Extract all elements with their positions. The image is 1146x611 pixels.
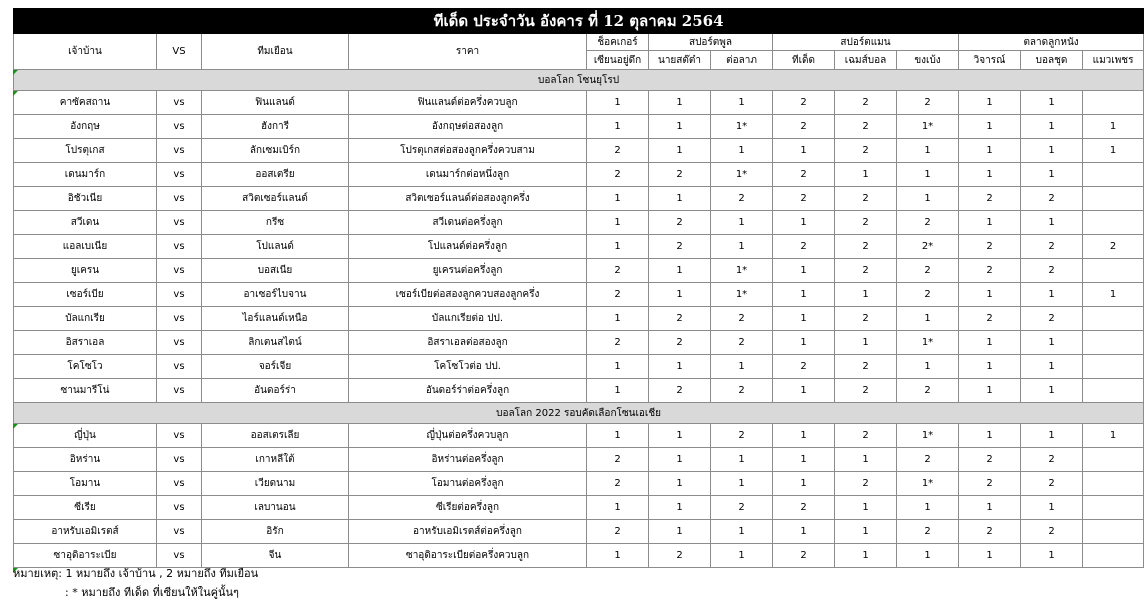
- pick-cell: 2: [1021, 472, 1083, 496]
- pick-cell: 1: [959, 283, 1021, 307]
- pick-cell: 1: [1021, 355, 1083, 379]
- pick-cell: 2: [835, 139, 897, 163]
- section-row: [14, 403, 1144, 424]
- home-team-cell: บัลแกเรีย: [14, 307, 157, 331]
- away-team-cell: ฮังการี: [202, 115, 349, 139]
- pick-cell: 1: [649, 472, 711, 496]
- pick-cell: 2: [1021, 448, 1083, 472]
- match-row: [14, 211, 1144, 235]
- vs-cell: vs: [157, 163, 202, 187]
- price-cell: อังกฤษต่อสองลูก: [349, 115, 587, 139]
- pick-cell: 2*: [897, 235, 959, 259]
- pick-cell: 2: [959, 520, 1021, 544]
- pick-cell: 2: [897, 379, 959, 403]
- pick-cell: 1: [649, 520, 711, 544]
- home-team-cell: ซานมารีโน่: [14, 379, 157, 403]
- match-row: [14, 448, 1144, 472]
- pick-cell: 1: [835, 496, 897, 520]
- pick-cell: 2: [835, 259, 897, 283]
- pick-cell: 2: [1021, 520, 1083, 544]
- pick-cell: 1: [1021, 163, 1083, 187]
- pick-cell: 2: [587, 472, 649, 496]
- pick-cell: 1: [1021, 544, 1083, 568]
- header-tipster: บอลชุด: [1021, 51, 1083, 70]
- pick-cell: 1: [773, 139, 835, 163]
- pick-cell: 2: [649, 163, 711, 187]
- pick-cell: 1: [587, 91, 649, 115]
- pick-cell: 1: [959, 331, 1021, 355]
- pick-cell: 1: [1021, 424, 1083, 448]
- away-team-cell: สวิตเซอร์แลนด์: [202, 187, 349, 211]
- match-row: [14, 379, 1144, 403]
- pick-cell: 1: [649, 496, 711, 520]
- away-team-cell: กรีซ: [202, 211, 349, 235]
- vs-cell: vs: [157, 496, 202, 520]
- section-title: บอลโลก โซนยุโรป: [14, 70, 1144, 91]
- pick-cell: [1083, 163, 1144, 187]
- match-row: [14, 283, 1144, 307]
- pick-cell: 1: [649, 283, 711, 307]
- pick-cell: 2: [1021, 307, 1083, 331]
- match-row: [14, 235, 1144, 259]
- header-tipster: ทีเด็ด: [773, 51, 835, 70]
- pick-cell: 2: [649, 211, 711, 235]
- pick-cell: 2: [587, 139, 649, 163]
- pick-cell: 1: [587, 424, 649, 448]
- vs-cell: vs: [157, 211, 202, 235]
- price-cell: อิสราเอลต่อสองลูก: [349, 331, 587, 355]
- pick-cell: 1: [897, 139, 959, 163]
- pick-cell: 1: [773, 472, 835, 496]
- pick-cell: 2: [773, 91, 835, 115]
- vs-cell: vs: [157, 139, 202, 163]
- pick-cell: 1: [773, 259, 835, 283]
- vs-cell: vs: [157, 115, 202, 139]
- pick-cell: [1083, 448, 1144, 472]
- pick-cell: 2: [959, 448, 1021, 472]
- home-team-cell: โคโซโว: [14, 355, 157, 379]
- match-row: [14, 496, 1144, 520]
- pick-cell: [1083, 472, 1144, 496]
- pick-cell: 1: [711, 139, 773, 163]
- pick-cell: 2: [773, 187, 835, 211]
- pick-cell: 1: [959, 424, 1021, 448]
- header-group-sportman: สปอร์ตแมน: [773, 34, 959, 51]
- pick-cell: 1: [711, 448, 773, 472]
- pick-cell: 1: [649, 355, 711, 379]
- pick-cell: 1: [959, 355, 1021, 379]
- pick-cell: 1: [587, 544, 649, 568]
- pick-cell: 1: [587, 379, 649, 403]
- pick-cell: 2: [773, 163, 835, 187]
- pick-cell: 1: [711, 211, 773, 235]
- header-tipster: นายสต๊ต๋า: [649, 51, 711, 70]
- header-home: เจ้าบ้าน: [14, 34, 157, 70]
- pick-cell: 2: [835, 307, 897, 331]
- pick-cell: [1083, 496, 1144, 520]
- pick-cell: 2: [649, 331, 711, 355]
- pick-cell: 2: [959, 472, 1021, 496]
- header-tipster: เซียนอยู่ดึก: [587, 51, 649, 70]
- pick-cell: 2: [835, 91, 897, 115]
- pick-cell: 1: [1083, 139, 1144, 163]
- predictions-table: [13, 8, 1144, 568]
- price-cell: บัลแกเรียต่อ ปป.: [349, 307, 587, 331]
- header-group-sportpool: สปอร์ตพูล: [649, 34, 773, 51]
- pick-cell: 2: [587, 163, 649, 187]
- home-team-cell: ซาอุดิอาระเบีย: [14, 544, 157, 568]
- away-team-cell: ไอร์แลนด์เหนือ: [202, 307, 349, 331]
- pick-cell: 2: [773, 355, 835, 379]
- vs-cell: vs: [157, 379, 202, 403]
- pick-cell: 2: [649, 544, 711, 568]
- section-row: [14, 70, 1144, 91]
- away-team-cell: เวียดนาม: [202, 472, 349, 496]
- price-cell: อันดอร์ร่าต่อครึ่งลูก: [349, 379, 587, 403]
- pick-cell: 2: [835, 211, 897, 235]
- header-tipster: ต่อลาภ: [711, 51, 773, 70]
- pick-cell: 1: [587, 355, 649, 379]
- pick-cell: 1: [649, 259, 711, 283]
- match-row: [14, 520, 1144, 544]
- pick-cell: 1: [773, 448, 835, 472]
- footnote-star: : * หมายถึง ทีเด็ด ที่เซียนให้ในคู่นั้นๆ: [65, 586, 239, 599]
- away-team-cell: อันดอร์ร่า: [202, 379, 349, 403]
- pick-cell: 1: [773, 424, 835, 448]
- pick-cell: 2: [711, 331, 773, 355]
- pick-cell: 1: [587, 211, 649, 235]
- footnotes: [13, 564, 258, 602]
- pick-cell: 1: [711, 355, 773, 379]
- pick-cell: 2: [897, 520, 959, 544]
- home-team-cell: อาหรับเอมิเรตส์: [14, 520, 157, 544]
- pick-cell: 1*: [897, 331, 959, 355]
- home-team-cell: เซอร์เบีย: [14, 283, 157, 307]
- pick-cell: 1: [649, 187, 711, 211]
- pick-cell: 1: [649, 448, 711, 472]
- vs-cell: vs: [157, 283, 202, 307]
- header-group-shocker: ช็อคเกอร์: [587, 34, 649, 51]
- pick-cell: 1: [711, 235, 773, 259]
- pick-cell: 1*: [711, 163, 773, 187]
- pick-cell: 1: [1021, 91, 1083, 115]
- footnote-legend: หมายเหตุ: 1 หมายถึง เจ้าบ้าน , 2 หมายถึง ทีมเยือน: [13, 567, 259, 580]
- vs-cell: vs: [157, 91, 202, 115]
- away-team-cell: เลบานอน: [202, 496, 349, 520]
- home-team-cell: ซีเรีย: [14, 496, 157, 520]
- section-title: บอลโลก 2022 รอบคัดเลือกโซนเอเชีย: [14, 403, 1144, 424]
- pick-cell: 1: [959, 139, 1021, 163]
- pick-cell: 2: [959, 259, 1021, 283]
- header-vs: VS: [157, 34, 202, 70]
- pick-cell: 1: [649, 139, 711, 163]
- pick-cell: 1: [897, 307, 959, 331]
- pick-cell: 2: [711, 187, 773, 211]
- home-team-cell: อิสราเอล: [14, 331, 157, 355]
- pick-cell: 2: [835, 379, 897, 403]
- vs-cell: vs: [157, 235, 202, 259]
- pick-cell: 1: [959, 115, 1021, 139]
- header-group-talad-looknang: ตลาดลูกหนัง: [959, 34, 1144, 51]
- pick-cell: [1083, 331, 1144, 355]
- pick-cell: 1*: [711, 115, 773, 139]
- pick-cell: 1: [587, 307, 649, 331]
- pick-cell: 2: [587, 448, 649, 472]
- home-team-cell: เดนมาร์ก: [14, 163, 157, 187]
- pick-cell: 1: [1021, 139, 1083, 163]
- pick-cell: 2: [649, 307, 711, 331]
- pick-cell: 1: [711, 544, 773, 568]
- price-cell: ซีเรียต่อครึ่งลูก: [349, 496, 587, 520]
- pick-cell: 1*: [897, 472, 959, 496]
- pick-cell: 1: [1083, 115, 1144, 139]
- vs-cell: vs: [157, 472, 202, 496]
- pick-cell: 2: [649, 379, 711, 403]
- pick-cell: 2: [835, 472, 897, 496]
- price-cell: อิหร่านต่อครึ่งลูก: [349, 448, 587, 472]
- pick-cell: 2: [897, 448, 959, 472]
- match-row: [14, 424, 1144, 448]
- pick-cell: 1: [711, 472, 773, 496]
- pick-cell: 1: [773, 331, 835, 355]
- pick-cell: 2: [1021, 187, 1083, 211]
- home-team-cell: อังกฤษ: [14, 115, 157, 139]
- pick-cell: 1: [587, 115, 649, 139]
- price-cell: เดนมาร์กต่อหนึ่งลูก: [349, 163, 587, 187]
- pick-cell: 2: [959, 235, 1021, 259]
- pick-cell: 1: [1021, 283, 1083, 307]
- vs-cell: vs: [157, 448, 202, 472]
- pick-cell: 1: [711, 520, 773, 544]
- price-cell: โปแลนด์ต่อครึ่งลูก: [349, 235, 587, 259]
- pick-cell: 1: [1021, 211, 1083, 235]
- away-team-cell: โปแลนด์: [202, 235, 349, 259]
- vs-cell: vs: [157, 187, 202, 211]
- pick-cell: 2: [773, 544, 835, 568]
- pick-cell: 1: [649, 424, 711, 448]
- pick-cell: 1: [897, 355, 959, 379]
- pick-cell: 1*: [711, 259, 773, 283]
- pick-cell: [1083, 211, 1144, 235]
- pick-cell: 1: [835, 448, 897, 472]
- pick-cell: [1083, 91, 1144, 115]
- home-team-cell: โปรตุเกส: [14, 139, 157, 163]
- pick-cell: 1: [587, 187, 649, 211]
- pick-cell: 2: [897, 211, 959, 235]
- pick-cell: 1: [587, 496, 649, 520]
- price-cell: สวีเดนต่อครึ่งลูก: [349, 211, 587, 235]
- header-tipster: วิจารณ์: [959, 51, 1021, 70]
- home-team-cell: ญี่ปุ่น: [14, 424, 157, 448]
- pick-cell: 1: [1083, 424, 1144, 448]
- pick-cell: [1083, 355, 1144, 379]
- comment-marker: [13, 91, 18, 96]
- pick-cell: 1: [649, 91, 711, 115]
- pick-cell: 2: [711, 379, 773, 403]
- pick-cell: 1: [1021, 115, 1083, 139]
- pick-cell: [1083, 259, 1144, 283]
- away-team-cell: ลิกเตนสไตน์: [202, 331, 349, 355]
- pick-cell: 1: [1021, 496, 1083, 520]
- price-cell: ฟินแลนด์ต่อครึ่งควบลูก: [349, 91, 587, 115]
- pick-cell: 2: [649, 235, 711, 259]
- away-team-cell: ลักเซมเบิร์ก: [202, 139, 349, 163]
- pick-cell: [1083, 379, 1144, 403]
- pick-cell: [1083, 544, 1144, 568]
- match-row: [14, 307, 1144, 331]
- match-row: [14, 331, 1144, 355]
- price-cell: สวิตเซอร์แลนด์ต่อสองลูกครึ่ง: [349, 187, 587, 211]
- pick-cell: [1083, 520, 1144, 544]
- pick-cell: 2: [711, 424, 773, 448]
- pick-cell: 2: [835, 115, 897, 139]
- pick-cell: 2: [835, 355, 897, 379]
- home-team-cell: ยูเครน: [14, 259, 157, 283]
- vs-cell: vs: [157, 259, 202, 283]
- pick-cell: 2: [835, 187, 897, 211]
- vs-cell: vs: [157, 307, 202, 331]
- away-team-cell: ออสเตรีย: [202, 163, 349, 187]
- pick-cell: 2: [897, 259, 959, 283]
- pick-cell: 1*: [711, 283, 773, 307]
- pick-cell: 2: [835, 424, 897, 448]
- pick-cell: 1: [773, 379, 835, 403]
- pick-cell: 1: [773, 520, 835, 544]
- vs-cell: vs: [157, 424, 202, 448]
- home-team-cell: คาซัคสถาน: [14, 91, 157, 115]
- price-cell: โอมานต่อครึ่งลูก: [349, 472, 587, 496]
- price-cell: ญี่ปุ่นต่อครึ่งควบลูก: [349, 424, 587, 448]
- match-row: [14, 472, 1144, 496]
- pick-cell: 1: [835, 520, 897, 544]
- pick-cell: 2: [587, 283, 649, 307]
- pick-cell: [1083, 307, 1144, 331]
- vs-cell: vs: [157, 520, 202, 544]
- pick-cell: 2: [587, 520, 649, 544]
- match-row: [14, 355, 1144, 379]
- pick-cell: 2: [587, 331, 649, 355]
- pick-cell: 2: [897, 91, 959, 115]
- pick-cell: 2: [897, 283, 959, 307]
- pick-cell: 2: [959, 187, 1021, 211]
- pick-cell: 1: [897, 496, 959, 520]
- pick-cell: 2: [587, 259, 649, 283]
- pick-cell: 1: [897, 544, 959, 568]
- comment-marker: [13, 424, 18, 429]
- pick-cell: 2: [773, 496, 835, 520]
- pick-cell: 2: [711, 307, 773, 331]
- comment-marker: [13, 70, 18, 75]
- pick-cell: [1083, 187, 1144, 211]
- pick-cell: 1: [587, 235, 649, 259]
- pick-cell: 2: [773, 235, 835, 259]
- pick-cell: 1*: [897, 424, 959, 448]
- pick-cell: 2: [959, 307, 1021, 331]
- price-cell: เซอร์เบียต่อสองลูกควบสองลูกครึ่ง: [349, 283, 587, 307]
- home-team-cell: อิชัวเนีย: [14, 187, 157, 211]
- pick-cell: 1: [1021, 379, 1083, 403]
- sheet-title: ทีเด็ด ประจำวัน อังคาร ที่ 12 ตุลาคม 2564: [14, 9, 1144, 34]
- pick-cell: 1: [959, 496, 1021, 520]
- home-team-cell: สวีเดน: [14, 211, 157, 235]
- price-cell: ยูเครนต่อครึ่งลูก: [349, 259, 587, 283]
- pick-cell: 1: [773, 211, 835, 235]
- away-team-cell: ฟินแลนด์: [202, 91, 349, 115]
- pick-cell: 1: [959, 163, 1021, 187]
- match-row: [14, 163, 1144, 187]
- pick-cell: 1: [959, 544, 1021, 568]
- pick-cell: 1: [835, 544, 897, 568]
- pick-cell: 1: [1083, 283, 1144, 307]
- pick-cell: 1: [773, 307, 835, 331]
- pick-cell: 1: [959, 91, 1021, 115]
- pick-cell: 1: [897, 163, 959, 187]
- header-away: ทีมเยือน: [202, 34, 349, 70]
- pick-cell: 2: [1021, 235, 1083, 259]
- pick-cell: 2: [835, 235, 897, 259]
- pick-cell: 2: [1083, 235, 1144, 259]
- vs-cell: vs: [157, 544, 202, 568]
- price-cell: อาหรับเอมิเรตส์ต่อครึ่งลูก: [349, 520, 587, 544]
- pick-cell: 1: [649, 115, 711, 139]
- home-team-cell: โอมาน: [14, 472, 157, 496]
- pick-cell: 1: [773, 283, 835, 307]
- pick-cell: 2: [711, 496, 773, 520]
- away-team-cell: เกาหลีใต้: [202, 448, 349, 472]
- away-team-cell: บอสเนีย: [202, 259, 349, 283]
- away-team-cell: ออสเตรเลีย: [202, 424, 349, 448]
- pick-cell: 1: [959, 379, 1021, 403]
- pick-cell: 1: [959, 211, 1021, 235]
- match-row: [14, 139, 1144, 163]
- price-cell: โปรตุเกสต่อสองลูกครึ่งควบสาม: [349, 139, 587, 163]
- header-price: ราคา: [349, 34, 587, 70]
- away-team-cell: อิรัก: [202, 520, 349, 544]
- pick-cell: 1: [835, 163, 897, 187]
- away-team-cell: จีน: [202, 544, 349, 568]
- pick-cell: 1*: [897, 115, 959, 139]
- pick-cell: 1: [835, 331, 897, 355]
- pick-cell: 1: [897, 187, 959, 211]
- vs-cell: vs: [157, 355, 202, 379]
- vs-cell: vs: [157, 331, 202, 355]
- pick-cell: 1: [1021, 331, 1083, 355]
- price-cell: ซาอุดิอาระเบียต่อครึ่งควบลูก: [349, 544, 587, 568]
- home-team-cell: แอลเบเนีย: [14, 235, 157, 259]
- header-tipster: เฉมส์บอล: [835, 51, 897, 70]
- pick-cell: 1: [835, 283, 897, 307]
- match-row: [14, 115, 1144, 139]
- header-tipster: แมวเพชร: [1083, 51, 1144, 70]
- match-row: [14, 187, 1144, 211]
- away-team-cell: จอร์เจีย: [202, 355, 349, 379]
- predictions-sheet: [13, 8, 1138, 568]
- price-cell: โคโซโวต่อ ปป.: [349, 355, 587, 379]
- pick-cell: 2: [1021, 259, 1083, 283]
- home-team-cell: อิหร่าน: [14, 448, 157, 472]
- pick-cell: 1: [711, 91, 773, 115]
- header-tipster: ขงเบ้ง: [897, 51, 959, 70]
- match-row: [14, 91, 1144, 115]
- away-team-cell: อาเซอร์ไบจาน: [202, 283, 349, 307]
- match-row: [14, 259, 1144, 283]
- pick-cell: 2: [773, 115, 835, 139]
